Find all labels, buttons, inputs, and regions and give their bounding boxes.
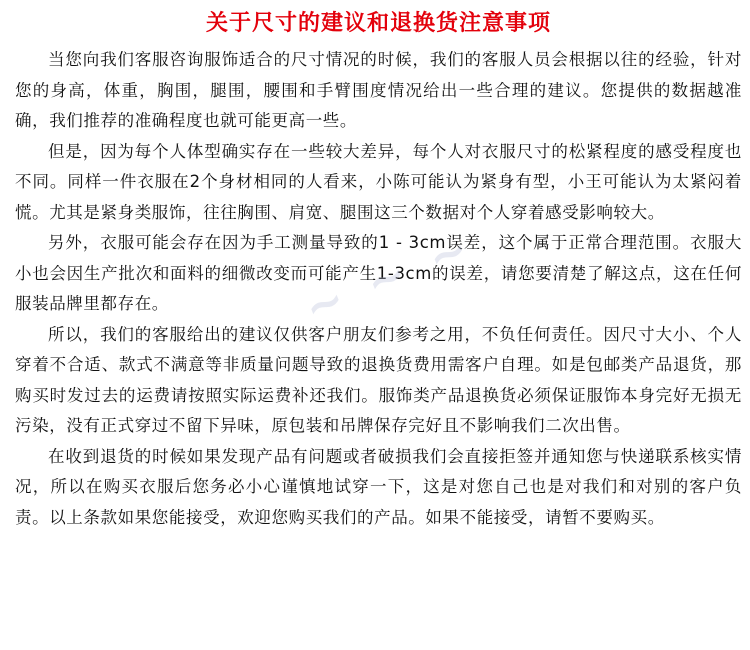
faint-watermark: ~ ~ ~ [296, 218, 482, 336]
paragraph-body-differences: 但是，因为每个人体型确实存在一些较大差异，每个人对衣服尺寸的松紧程度的感受程度也不同。同样一件衣服在2个身材相同的人看来，小陈可能认为紧身有型，小王可能认为太紧闷着慌。尤其是紧身类服饰，往往胸围、肩宽、腿围这三个数据对个人穿着感受影响较大。 [15, 141, 742, 222]
paragraph-measurement-error: 另外，衣服可能会存在因为手工测量导致的1 - 3cm误差，这个属于正常合理范围。衣服大小也会因生产批次和面料的细微改变而可能产生1-3cm的误差，请您要清楚了解这点，这在任何服装品牌里都存在。 [15, 233, 742, 313]
paragraph-return-policy: 所以，我们的客服给出的建议仅供客户朋友们参考之用，不负任何责任。因尺寸大小、个人穿着不合适、款式不满意等非质量问题导致的退换货费用需客户自理。如是包邮类产品退货，那购买时发过去的运费请按照实际运费补还我们。服饰类产品退换货必须保证服饰本身完好无损无污染，没有正式穿过不留下异味，原包装和吊牌保存完好且不影响我们二次出售。 [15, 324, 742, 435]
notice-title: 关于尺寸的建议和退换货注意事项 [205, 11, 551, 36]
paragraph-size-consultation: 当您向我们客服咨询服饰适合的尺寸情况的时候，我们的客服人员会根据以往的经验，针对您的身高，体重，胸围，腿围，腰围和手臂围度情况给出一些合理的建议。您提供的数据越准确，我们推荐的准确程度也就可能更高一些。 [15, 50, 742, 130]
paragraph-damaged-returns: 在收到退货的时候如果发现产品有问题或者破损我们会直接拒签并通知您与快递联系核实情况，所以在购买衣服后您务必小心谨慎地试穿一下，这是对您自己也是对我们和对别的客户负责。以上条款如果您能接受，欢迎您购买我们的产品。如果不能接受，请暂不要购买。 [15, 446, 742, 527]
